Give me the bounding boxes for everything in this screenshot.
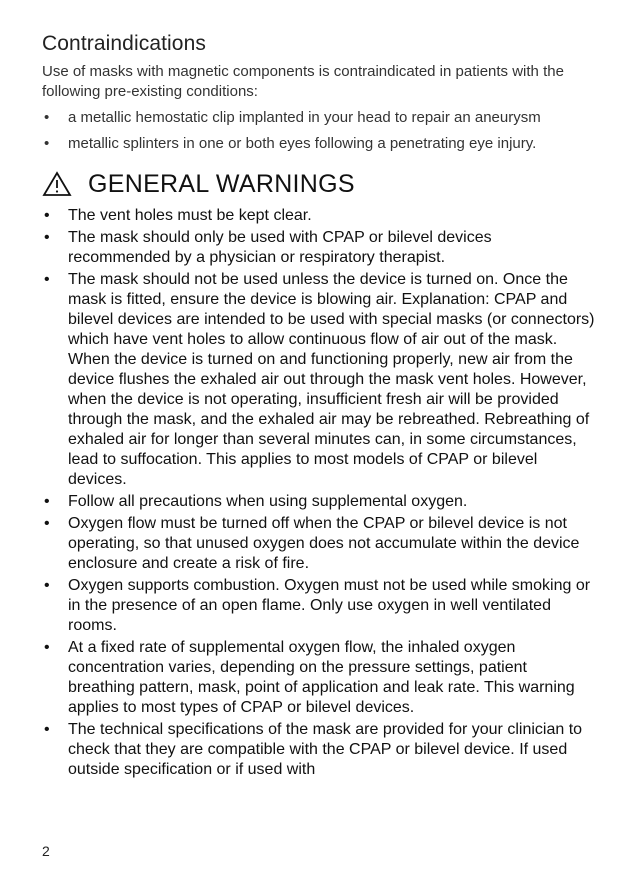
- list-item-text: a metallic hemostatic clip implanted in your head to repair an aneurysm: [68, 109, 541, 126]
- document-page: [42, 30, 597, 782]
- list-item-text: metallic splinters in one or both eyes following a penetrating eye injury.: [68, 135, 537, 152]
- list-item-text: The mask should not be used unless the device is turned on. Once the mask is fitted, ensure the device is blowing air. Explanation: CPAP and bilevel devices are intended to be used with special masks (or connectors) which have vent holes to allow continuous flow of air out of the mask. When the device is turned on and functioning properly, new air from the device flushes the exhaled air out through the mask vent holes. However, when the device is not operating, insufficient fresh air will be provided through the mask, and the exhaled air may be rebreathed. Rebreathing of exhaled air for longer than several minutes can, in some circumstances, lead to suffocation. This applies to most models of CPAP or bilevel devices.: [68, 271, 595, 488]
- warning-triangle-icon: [42, 171, 72, 197]
- page-number: 2: [42, 843, 50, 859]
- bullet-icon: •: [44, 207, 50, 224]
- list-item-text: At a fixed rate of supplemental oxygen flow, the inhaled oxygen concentration varies, depending on the pressure settings, patient breathing pattern, mask, point of application and leak rate. This warning applies to most types of CPAP or bilevel devices.: [68, 639, 575, 716]
- contraindications-heading: Contraindications: [42, 32, 206, 55]
- list-item: [42, 228, 597, 268]
- list-item-text: Oxygen flow must be turned off when the CPAP or bilevel device is not operating, so that unused oxygen does not accumulate within the device enclosure and create a risk of fire.: [68, 515, 580, 572]
- warnings-heading: [42, 168, 597, 200]
- list-item: [42, 576, 597, 636]
- list-item-text: The vent holes must be kept clear.: [68, 207, 312, 224]
- list-item: [42, 108, 597, 128]
- bullet-icon: •: [44, 109, 50, 126]
- contraindications-intro: Use of masks with magnetic components is contraindicated in patients with the following pre-existing conditions:: [42, 63, 564, 100]
- list-item-text: Oxygen supports combustion. Oxygen must not be used while smoking or in the presence of an open flame. Only use oxygen in well ventilated rooms.: [68, 577, 591, 634]
- bullet-icon: •: [44, 721, 50, 738]
- list-item-text: The mask should only be used with CPAP or bilevel devices recommended by a physician or respiratory therapist.: [68, 229, 492, 266]
- bullet-icon: •: [44, 493, 50, 510]
- list-item: [42, 492, 597, 512]
- bullet-icon: •: [44, 515, 50, 532]
- list-item: [42, 720, 597, 780]
- list-item: [42, 270, 597, 490]
- list-item-text: The technical specifications of the mask are provided for your clinician to check that they are compatible with the CPAP or bilevel device. If used outside specification or if used with: [68, 721, 583, 778]
- bullet-icon: •: [44, 577, 50, 594]
- list-item: [42, 514, 597, 574]
- warnings-list: [42, 206, 597, 780]
- list-item-text: Follow all precautions when using supplemental oxygen.: [68, 493, 468, 510]
- list-item: [42, 134, 597, 154]
- bullet-icon: •: [44, 135, 50, 152]
- list-item: [42, 638, 597, 718]
- bullet-icon: •: [44, 639, 50, 656]
- contraindications-list: [42, 108, 597, 154]
- warnings-title: GENERAL WARNINGS: [88, 170, 355, 198]
- bullet-icon: •: [44, 229, 50, 246]
- bullet-icon: •: [44, 271, 50, 288]
- list-item: [42, 206, 597, 226]
